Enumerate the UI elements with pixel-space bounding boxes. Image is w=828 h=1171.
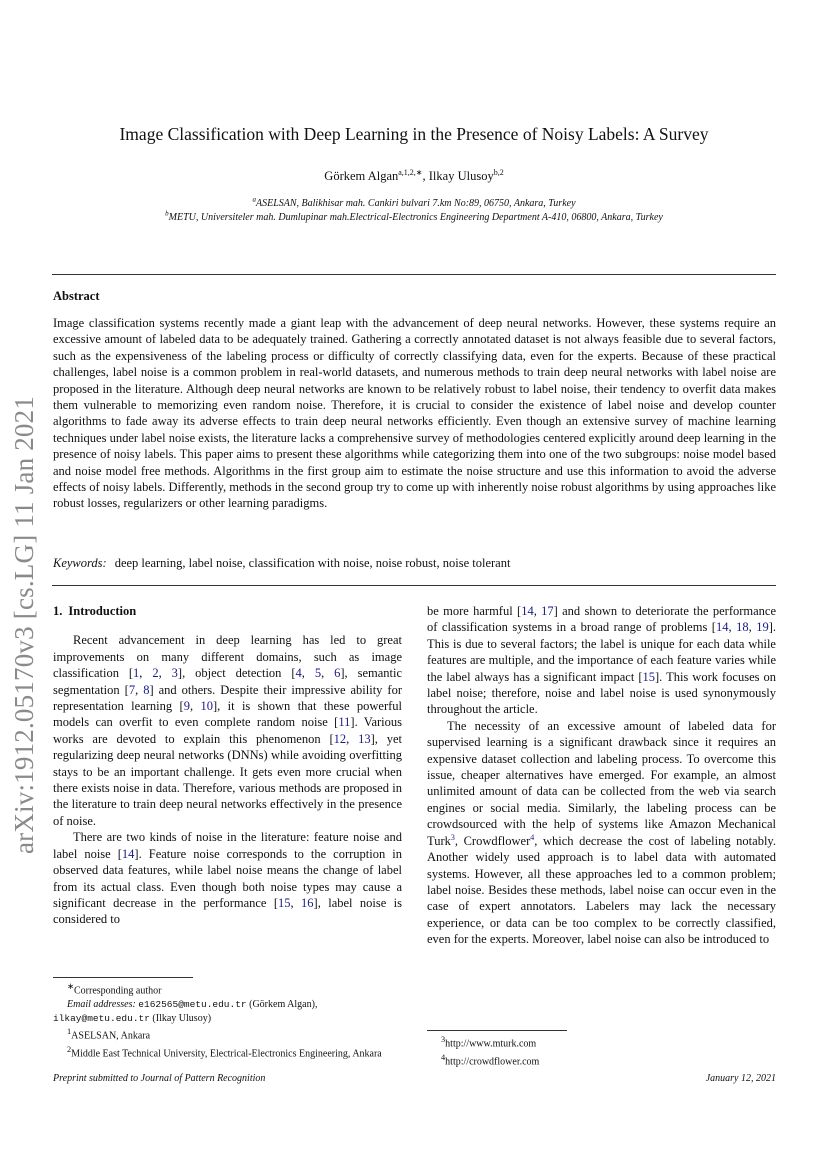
footnote-mark: 2 xyxy=(67,1045,72,1055)
citation-link[interactable]: 14 xyxy=(521,604,534,618)
section-heading xyxy=(53,603,402,619)
footnote-mark: 1 xyxy=(67,1027,72,1037)
paragraph xyxy=(53,829,402,927)
citation-link[interactable]: 3 xyxy=(171,666,178,681)
text-run: , xyxy=(748,620,757,635)
text-run: ], label noise is considered to xyxy=(53,895,403,927)
paragraph xyxy=(427,718,776,948)
text-run: ]. Various works are devoted to explain this phenomenon [ xyxy=(53,715,402,746)
citation-link[interactable]: 5 xyxy=(314,666,322,681)
abstract-bottom-rule xyxy=(52,585,776,586)
citation-link[interactable]: 16 xyxy=(301,895,314,910)
affiliation-b xyxy=(0,209,828,223)
author-affiliation-mark: b,2 xyxy=(493,167,504,177)
text-run: be more harmful [ xyxy=(427,604,522,618)
citation-link[interactable]: 12 xyxy=(333,731,347,746)
citation-link[interactable]: 14 xyxy=(121,846,135,861)
author-separator: , xyxy=(422,169,429,183)
footnote-1 xyxy=(53,1025,402,1043)
footnote-emails xyxy=(53,998,402,1012)
right-column xyxy=(427,603,776,948)
affiliation-a xyxy=(0,195,828,209)
footnote-4 xyxy=(427,1051,776,1069)
arxiv-identifier-stamp: arXiv:1912.05170v3 [cs.LG] 11 Jan 2021 xyxy=(9,395,39,854)
affiliation-text: METU, Universiteler mah. Dumlupinar mah.Electrical-Electronics Engineering Department A-410, 06800, Ankara, Turkey xyxy=(168,212,663,223)
text-run: ], object detection [ xyxy=(177,666,296,681)
author-name: Görkem Algan xyxy=(324,169,399,183)
text-run: , xyxy=(290,895,302,910)
footnote-ref[interactable]: 3 xyxy=(450,832,455,842)
email-link[interactable]: e162565@metu.edu.tr xyxy=(138,998,247,1010)
footnote-text: Middle East Technical University, Electrical-Electronics Engineering, Ankara xyxy=(71,1048,382,1060)
footnote-mark: 3 xyxy=(441,1035,446,1044)
citation-link[interactable]: 15 xyxy=(278,895,291,910)
citation-link[interactable]: 6 xyxy=(334,666,341,681)
footnote-url[interactable]: http://www.mturk.com xyxy=(445,1038,537,1050)
footnote-mark: ∗ xyxy=(67,982,74,991)
left-column xyxy=(53,603,402,928)
keywords-line xyxy=(53,556,776,571)
citation-link[interactable]: 7 xyxy=(128,682,136,697)
citation-link[interactable]: 2 xyxy=(152,666,159,681)
paper-title: Image Classification with Deep Learning in the Presence of Noisy Labels: A Survey xyxy=(119,124,709,144)
keywords-text: deep learning, label noise, classification with noise, noise robust, noise tolerant xyxy=(114,556,511,570)
text-run: ]. This is due to several factors; the label is unique for each data while features are multiple, and the importance of each feature varies while the label always has a significant impact [ xyxy=(427,620,777,684)
section-number: 1. xyxy=(53,604,63,618)
citation-link[interactable]: 8 xyxy=(143,682,150,697)
footnote-emails-cont xyxy=(53,1012,402,1026)
footnote-rule xyxy=(427,1030,567,1031)
footer-date: January 12, 2021 xyxy=(705,1073,776,1084)
citation-link[interactable]: 15 xyxy=(642,669,655,684)
citation-link[interactable]: 10 xyxy=(200,699,213,714)
text-run: ] and shown to deteriorate the performance of classification systems in a broad range of problems [ xyxy=(427,604,777,635)
affiliation-text: ASELSAN, Balikhisar mah. Cankiri bulvari 7.km No:89, 06750, Ankara, Turkey xyxy=(255,198,576,209)
citation-link[interactable]: 9 xyxy=(183,699,190,714)
text-run: There are two kinds of noise in the literature: feature noise and label noise [ xyxy=(53,830,402,861)
text-run: ], semantic segmentation [ xyxy=(53,666,403,697)
author-name: Ilkay Ulusoy xyxy=(428,169,494,183)
citation-link[interactable]: 13 xyxy=(358,731,371,746)
text-run: , xyxy=(135,682,144,697)
text-run: ], it is shown that these powerful models can overfit to even complete random noise [ xyxy=(53,699,403,730)
citation-link[interactable]: 18 xyxy=(736,620,749,635)
section-title: Introduction xyxy=(68,604,137,618)
author-line xyxy=(0,169,828,184)
text-run: , xyxy=(139,666,153,681)
footnote-url[interactable]: http://crowdflower.com xyxy=(445,1056,540,1068)
footnote-rule xyxy=(53,977,193,978)
abstract-top-rule xyxy=(52,274,776,275)
text-run: , xyxy=(189,699,201,714)
paragraph xyxy=(53,632,402,829)
footnotes-left xyxy=(53,980,402,1061)
paragraph xyxy=(427,603,776,718)
text-run: , xyxy=(728,620,737,635)
citation-link[interactable]: 11 xyxy=(338,715,351,730)
text-run: ] and others. Despite their impressive ability for representation learning [ xyxy=(53,682,402,714)
footnote-ref[interactable]: 4 xyxy=(530,832,535,842)
text-run: , xyxy=(321,666,335,681)
footer-journal: Preprint submitted to Journal of Pattern Recognition xyxy=(53,1073,266,1084)
text-run: , Crowdflower xyxy=(454,833,531,848)
footnote-text: ASELSAN, Ankara xyxy=(71,1030,151,1042)
email-label: Email addresses: xyxy=(67,998,136,1010)
keywords-label: Keywords: xyxy=(53,556,107,570)
footnote-2 xyxy=(53,1043,402,1061)
affiliation-mark: b xyxy=(165,209,169,218)
text-run: , xyxy=(301,666,315,681)
citation-link[interactable]: 19 xyxy=(756,620,769,635)
text-run: ]. This work focuses on label noise; therefore, noise and label noise is used synonymously throughout the article. xyxy=(427,669,776,717)
footnote-mark: 4 xyxy=(441,1052,446,1062)
citation-link[interactable]: 1 xyxy=(133,666,140,681)
text-run: Recent advancement in deep learning has led to great improvements on many different domains, such as image classification [ xyxy=(53,633,402,681)
citation-link[interactable]: 14 xyxy=(715,620,729,635)
email-owner: (Görkem Algan), xyxy=(246,998,318,1010)
abstract-heading: Abstract xyxy=(53,289,100,303)
citation-link[interactable]: 4 xyxy=(295,666,302,681)
affiliation-mark: a xyxy=(252,195,256,204)
text-run: , xyxy=(533,604,542,618)
text-run: ], yet regularizing deep neural networks (DNNs) while avoiding overfitting stays to be an important challenge. It gets even more crucial when there exists noise in data. Therefore, various methods are proposed in the literature to train deep neural networks effectively in the presence of noise. xyxy=(53,731,402,828)
text-run: , xyxy=(346,731,359,746)
citation-link[interactable]: 17 xyxy=(541,604,554,618)
email-link[interactable]: ilkay@metu.edu.tr xyxy=(53,1012,150,1024)
author-affiliation-mark: a,1,2,∗ xyxy=(398,167,423,177)
footnotes-right xyxy=(427,1033,776,1069)
abstract-body: Image classification systems recently made a giant leap with the advancement of deep neural networks. However, these systems require an excessive amount of labeled data to be adequately trained. Gathering a correctly annotated dataset is not always feasible due to several factors, such as the expensiveness of the labeling process or difficulty of correctly classifying data, even for the experts. Because of these practical challenges, label noise is a common problem in real-world datasets, and numerous methods to train deep neural networks with label noise are proposed in the literature. Although deep neural networks are known to be relatively robust to label noise, their tendency to overfit data makes them vulnerable to memorizing even random noise. Therefore, it is crucial to consider the existence of label noise and develop counter algorithms to fade away its adverse effects to train deep neural networks efficiently. Even though an extensive survey of machine learning techniques under label noise exists, the literature lacks a comprehensive survey of methodologies centered explicitly around deep learning in the presence of noisy labels. This paper aims to present these algorithms while categorizing them into one of the two subgroups: noise model based and noise model free methods. Algorithms in the first group aim to estimate the noise structure and use this information to avoid the adverse effects of noisy labels. Differently, methods in the second group try to come up with inherently noise robust algorithms by using approaches like robust losses, regularizers or other learning paradigms. xyxy=(53,316,776,511)
text-run: ]. Feature noise corresponds to the corruption in observed data features, while label noise means the change of label from its actual class. Even though both noise types may cause a significant decrease in the performance [ xyxy=(53,846,403,910)
text-run: , xyxy=(158,666,172,681)
footnote-corresponding xyxy=(53,980,402,998)
text-run: The necessity of an excessive amount of labeled data for supervised learning is a significant drawback since it requires an expensive dataset collection and labeling process. To overcome this issue, cheaper alternatives have emerged. For example, an almost unlimited amount of data can be collected from the web via search engines or social media. Similarly, the labeling process can be crowdsourced with the help of systems like Amazon Mechanical Turk xyxy=(427,718,776,848)
footnote-text: Corresponding author xyxy=(73,985,162,997)
text-run: , which decrease the cost of labeling notably. Another widely used approach is to label data with automated systems. However, all these approaches led to a common problem; label noise. Besides these methods, label noise can occur even in the case of expert annotators. Labelers may lack the necessary experience, or data can be too complex to be correctly classified, even for the experts. Moreover, label noise can also be introduced to xyxy=(427,833,776,947)
footnote-3 xyxy=(427,1033,776,1051)
email-owner: (Ilkay Ulusoy) xyxy=(149,1012,212,1024)
